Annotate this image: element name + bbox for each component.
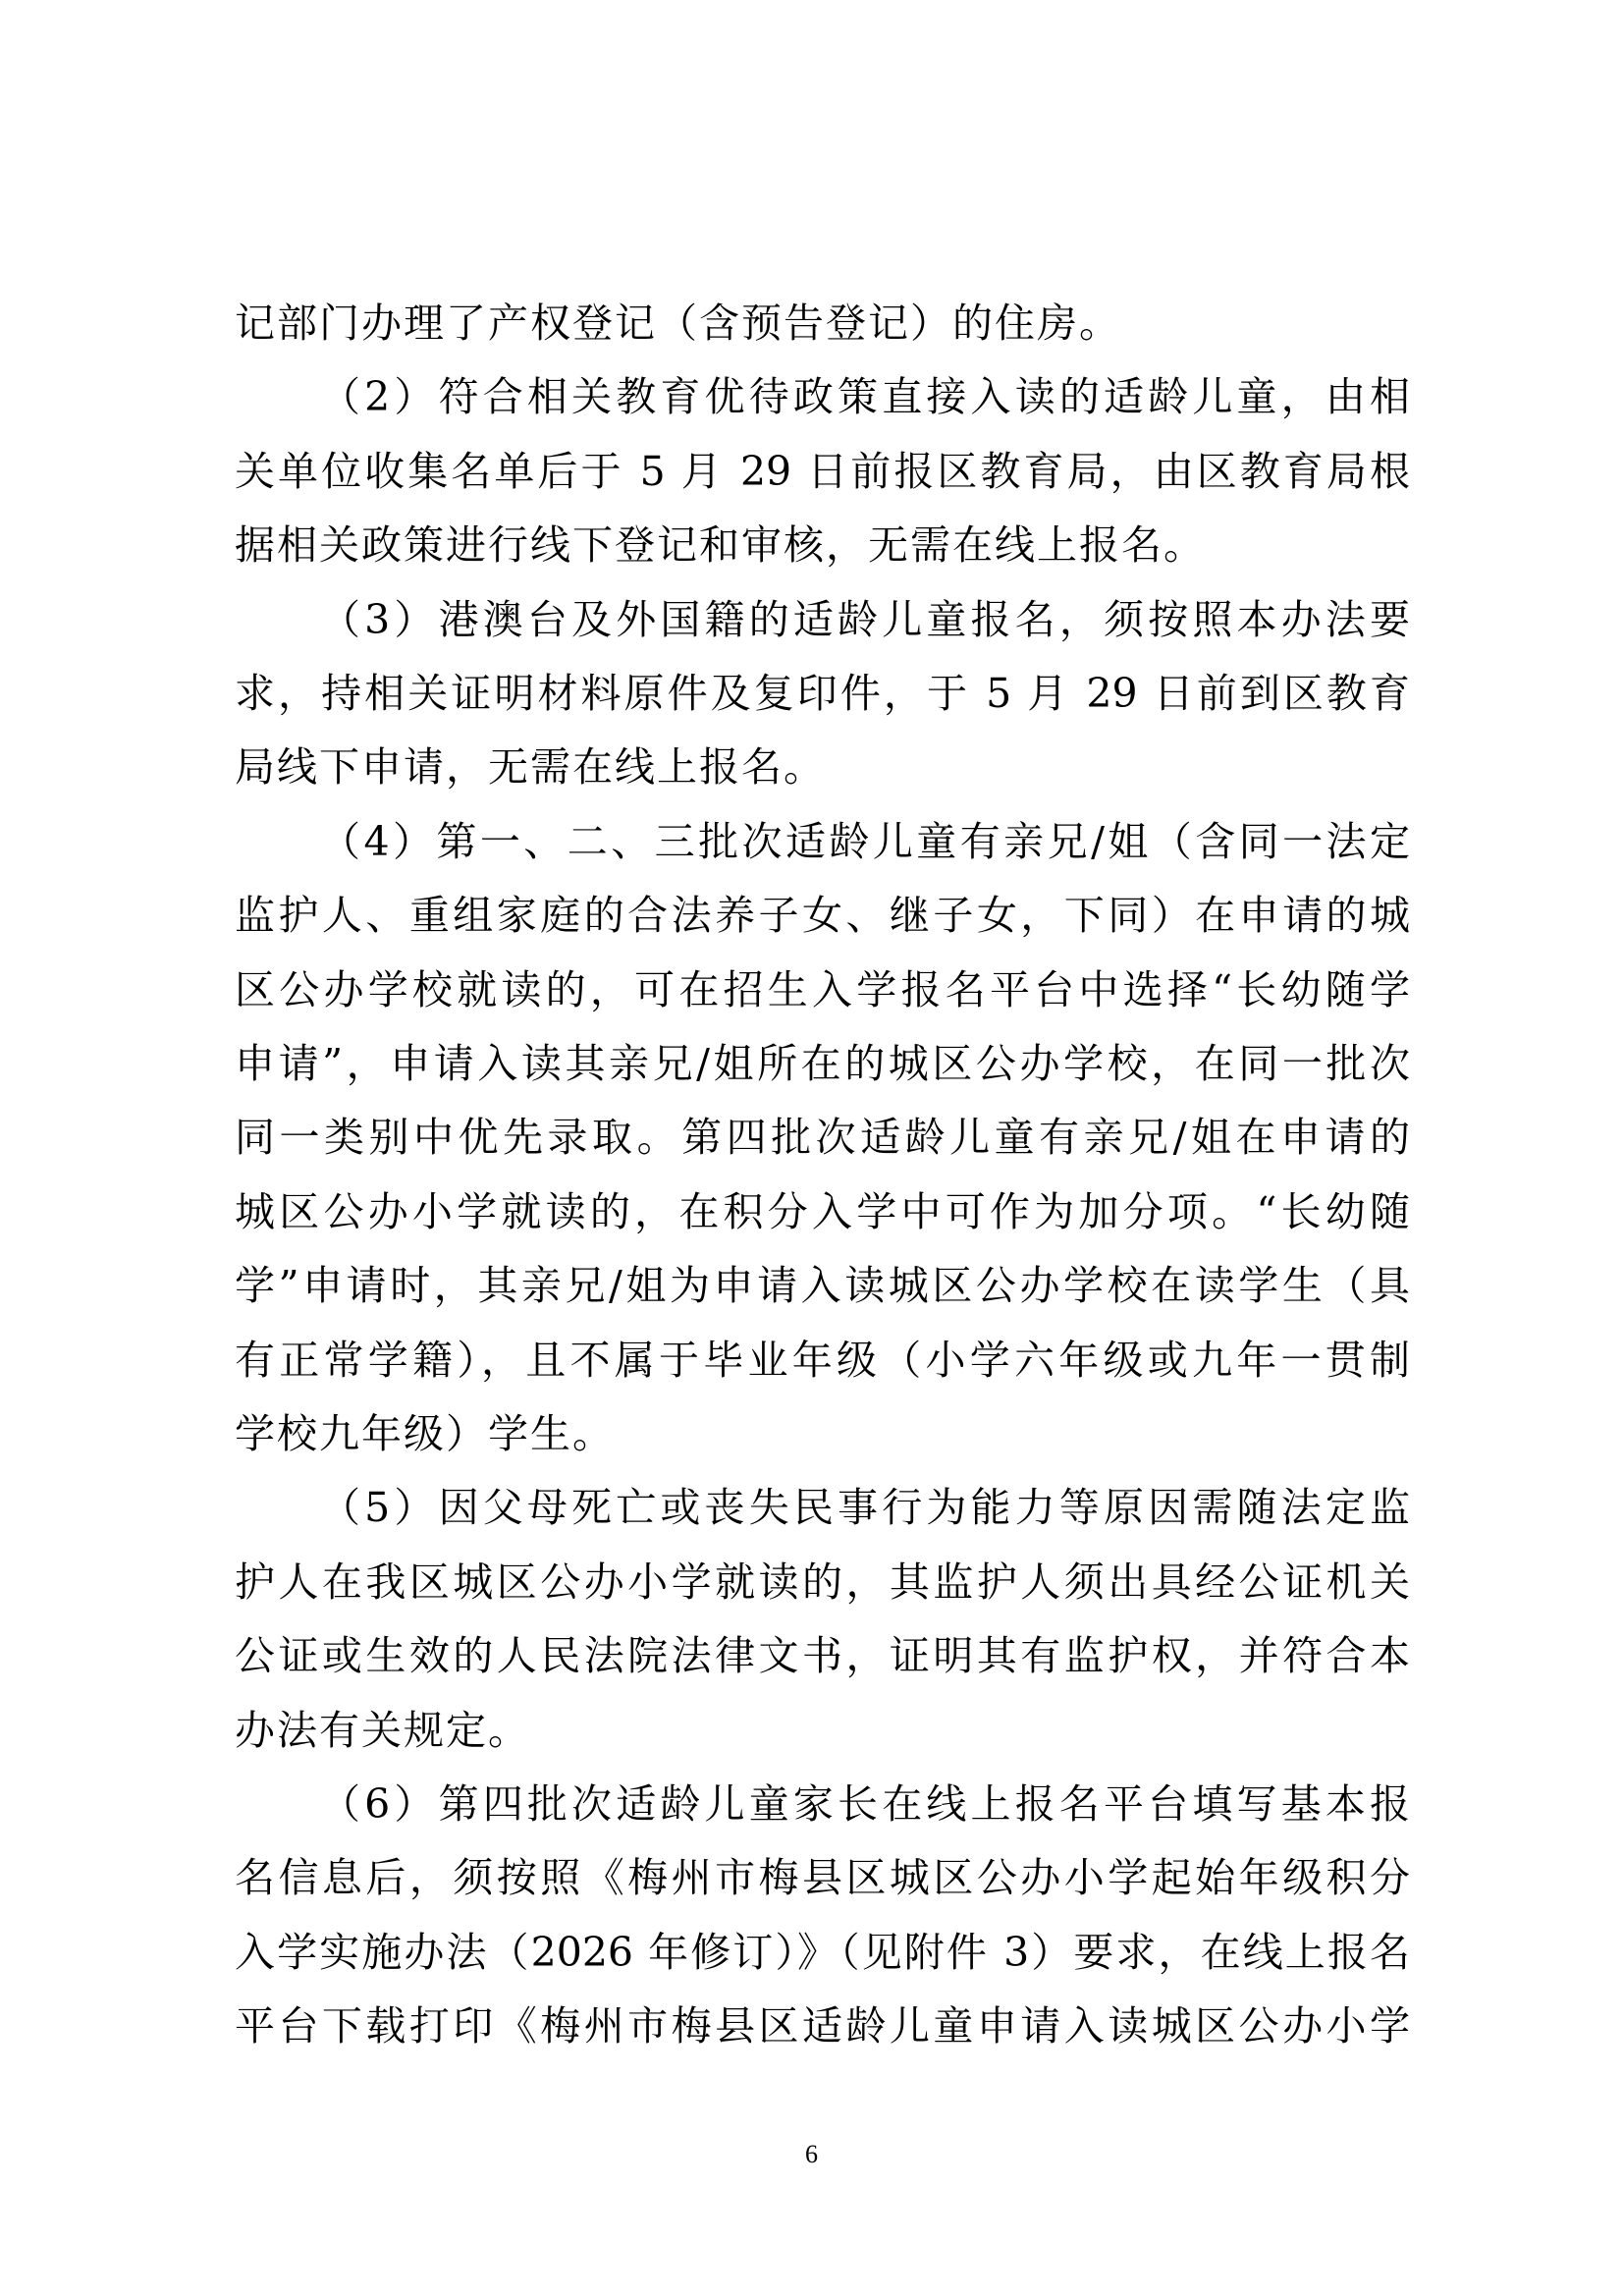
page-number: 6 <box>805 2140 818 2168</box>
text-line: 城区公办小学就读的，在积分入学中可作为加分项。“长幼随 <box>235 1187 1410 1235</box>
text-line: 入学实施办法（2026 年修订）》（见附件 3）要求，在线上报名 <box>235 1928 1410 1976</box>
text-line: 办法有关规定。 <box>235 1706 530 1754</box>
text-line: 护人在我区城区公办小学就读的，其监护人须出具经公证机关 <box>235 1558 1410 1606</box>
text-line: 局线下申请，无需在线上报名。 <box>235 743 826 792</box>
text-line: 公证或生效的人民法院法律文书，证明其有监护权，并符合本 <box>235 1632 1410 1680</box>
text-line: 关单位收集名单后于 5 月 29 日前报区教育局，由区教育局根 <box>235 447 1410 495</box>
text-line: （4）第一、二、三批次适龄儿童有亲兄/姐（含同一法定 <box>320 817 1410 865</box>
text-line: （6）第四批次适龄儿童家长在线上报名平台填写基本报 <box>320 1780 1410 1828</box>
text-line: （2）符合相关教育优待政策直接入读的适龄儿童，由相 <box>320 373 1410 421</box>
text-line: 监护人、重组家庭的合法养子女、继子女，下同）在申请的城 <box>235 892 1410 940</box>
text-line: 有正常学籍），且不属于毕业年级（小学六年级或九年一贯制 <box>235 1336 1410 1384</box>
text-line: 申请”，申请入读其亲兄/姐所在的城区公办学校，在同一批次 <box>235 1040 1410 1087</box>
text-line: 求，持相关证明材料原件及复印件，于 5 月 29 日前到区教育 <box>235 670 1410 717</box>
text-line: （3）港澳台及外国籍的适龄儿童报名，须按照本办法要 <box>320 595 1410 643</box>
text-line: 据相关政策进行线下登记和审核，无需在线上报名。 <box>235 521 1206 570</box>
text-line: 学”申请时，其亲兄/姐为申请入读城区公办学校在读学生（具 <box>235 1262 1410 1310</box>
text-line: 学校九年级）学生。 <box>235 1410 615 1457</box>
text-line: 区公办学校就读的，可在招生入学报名平台中选择“长幼随学 <box>235 965 1410 1013</box>
text-line: （5）因父母死亡或丧失民事行为能力等原因需随法定监 <box>320 1484 1410 1532</box>
text-line: 名信息后，须按照《梅州市梅县区城区公办小学起始年级积分 <box>235 1854 1410 1902</box>
text-line: 同一类别中优先录取。第四批次适龄儿童有亲兄/姐在申请的 <box>235 1114 1410 1162</box>
text-line: 记部门办理了产权登记（含预告登记）的住房。 <box>235 300 1121 347</box>
text-line: 平台下载打印《梅州市梅县区适龄儿童申请入读城区公办小学 <box>235 2002 1410 2050</box>
